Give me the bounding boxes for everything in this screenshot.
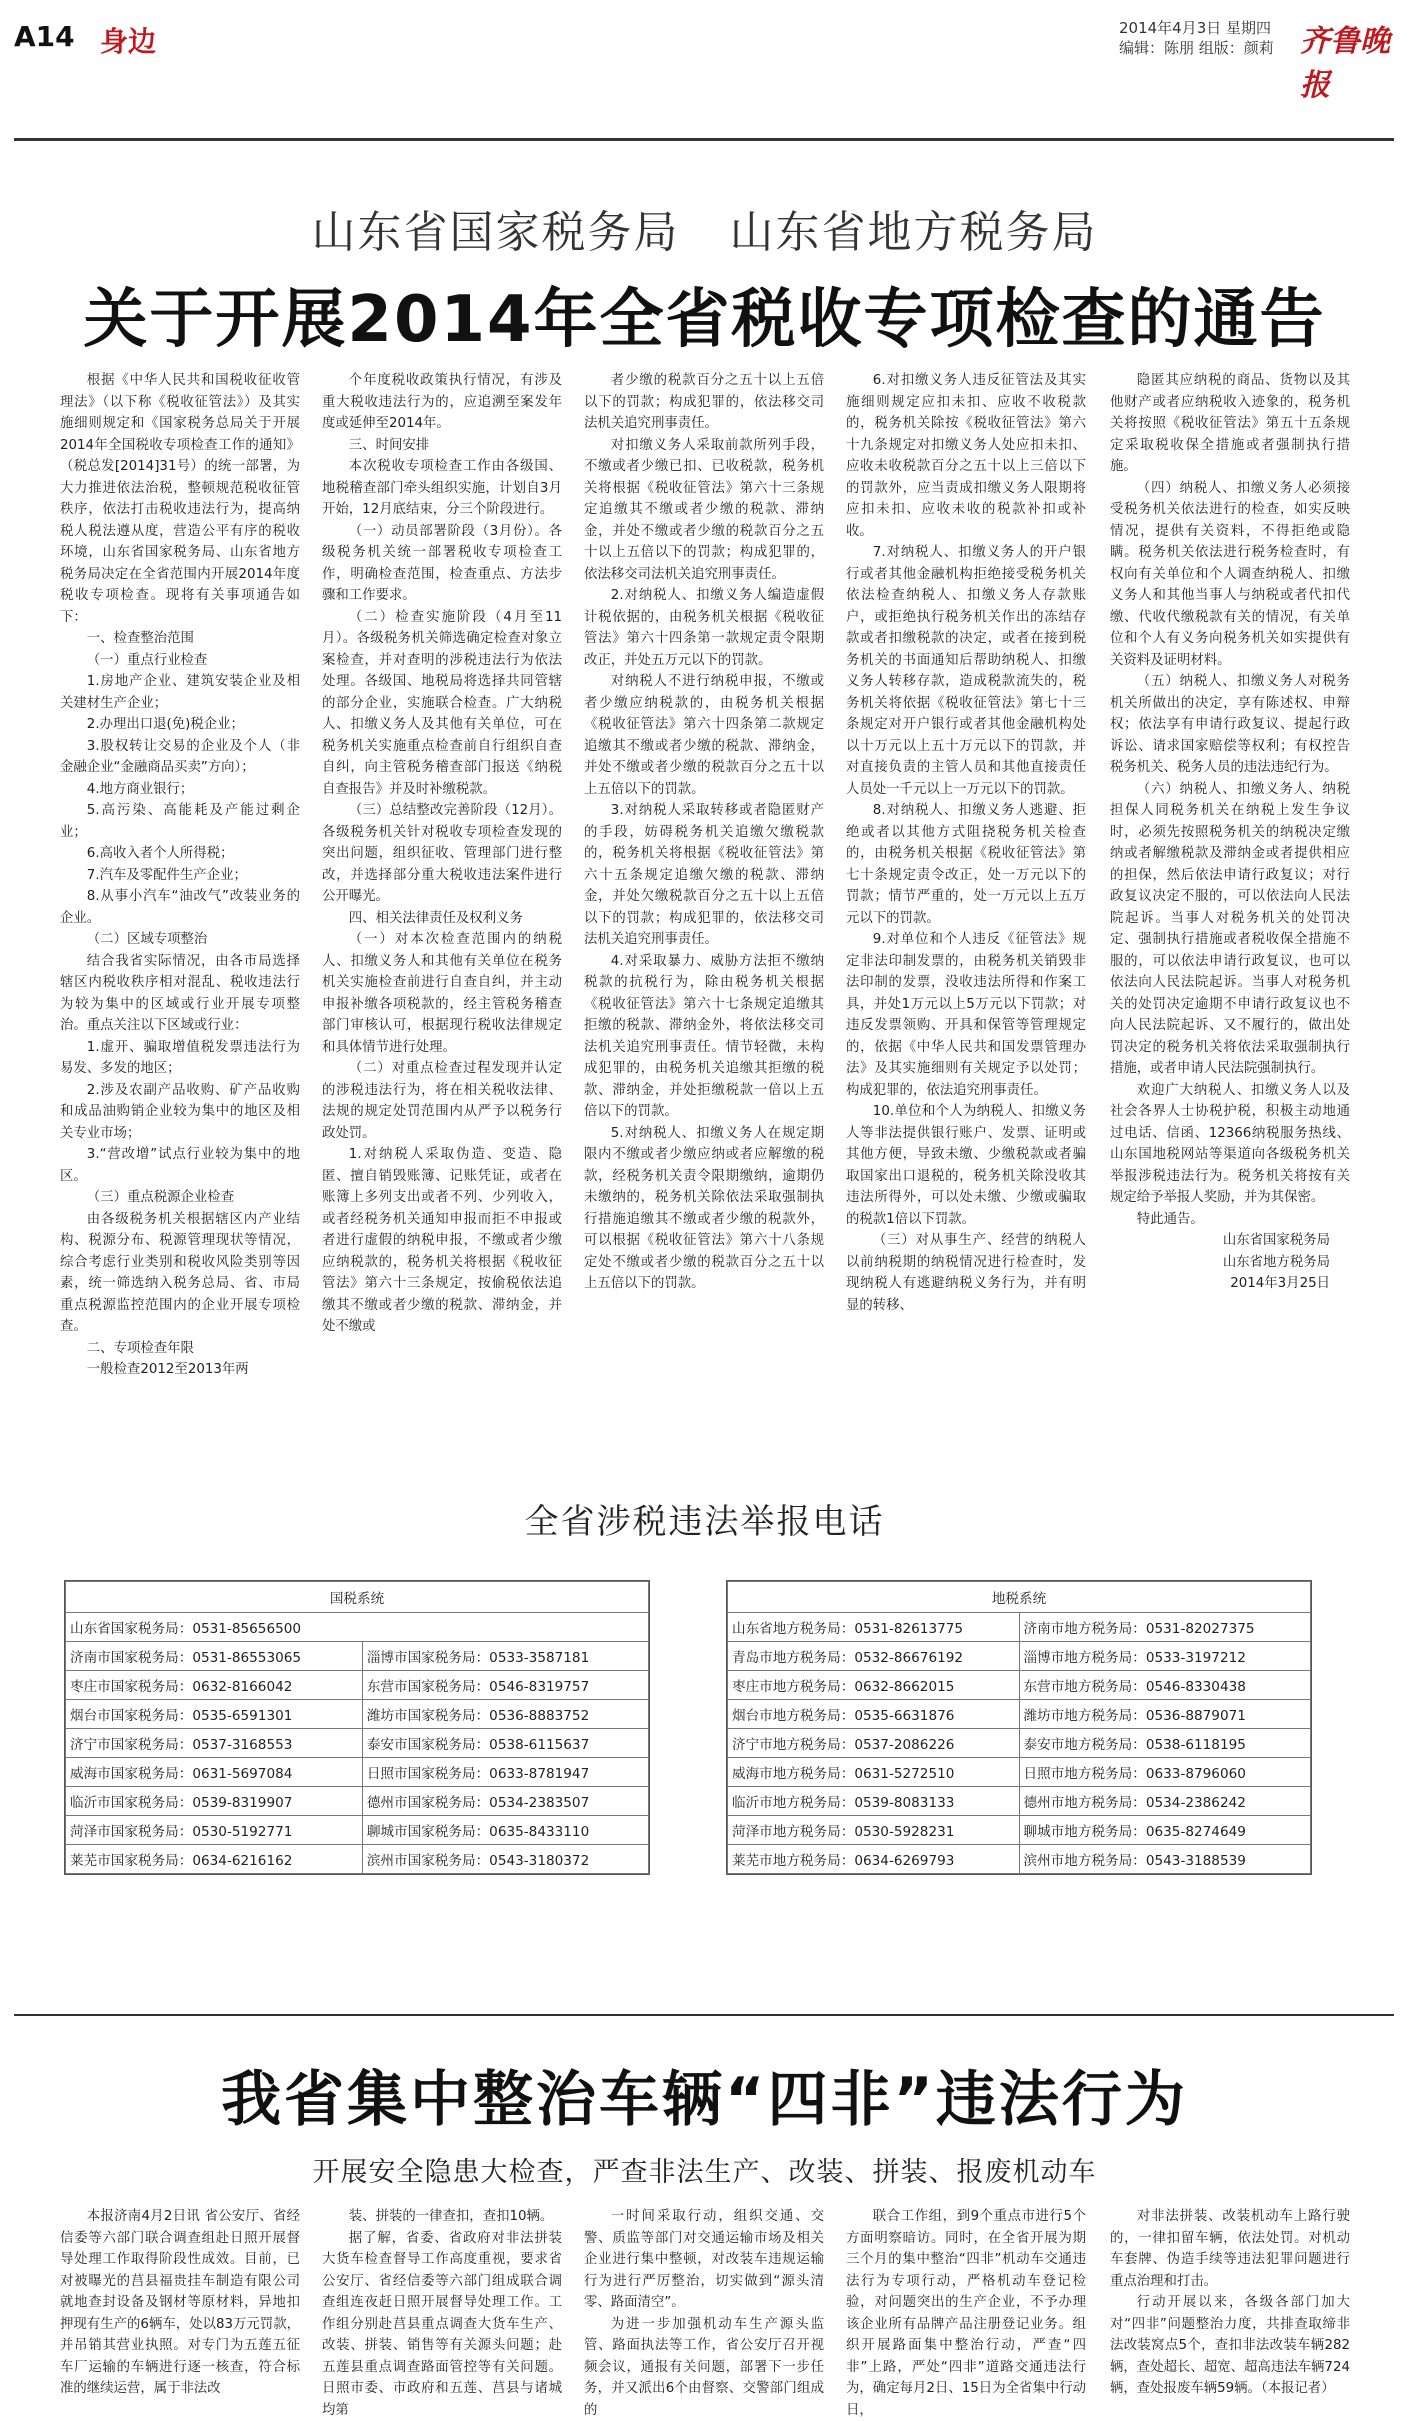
notice-paragraph: （一）重点行业检查 <box>60 650 300 672</box>
notice-paragraph: 2.办理出口退(免)税企业； <box>60 714 300 736</box>
notice-paragraph: 4.对采取暴力、威胁方法拒不缴纳税款的抗税行为，除由税务机关根据《税收征管法》第六十七条规定追缴其拒缴的税款、滞纳金外，将依法移交司法机关追究刑事责任。情节轻微，未构成犯罪的，由税务机关追缴其拒缴的税款、滞纳金，并处拒缴税款一倍以上五倍以下的罚款。 <box>584 951 824 1123</box>
notice-paragraph: 山东省国家税务局 <box>1110 1230 1350 1252</box>
notice-paragraph: （三）对从事生产、经营的纳税人以前纳税期的纳税情况进行检查时，发现纳税人有逃避纳税义务行为，并有明显的转移、 <box>846 1230 1086 1316</box>
notice-column-5 <box>1110 370 1350 1465</box>
hotline-entry: 枣庄市地方税务局：0632-8662015 <box>728 1671 1020 1700</box>
notice-paragraph: （二）检查实施阶段（4月至11月）。各级税务机关筛选确定检查对象立案检查，并对查明的涉税违法行为依法处理。各级国、地税局将选择共同管辖的部分企业，实施联合检查。广大纳税人、扣缴义务人及其他有关单位，可在税务机关实施重点检查前自行组织自查自纠，向主管税务稽查部门报送《纳税自查报告》并及时补缴税款。 <box>322 607 562 801</box>
page-header <box>14 14 1394 64</box>
notice-paragraph: 结合我省实际情况，由各市局选择辖区内税收秩序相对混乱、税收违法行为较为集中的区域或行业开展专项整治。重点关注以下区域或行业： <box>60 951 300 1037</box>
news-column-2 <box>322 2206 562 2376</box>
news-column-1 <box>60 2206 300 2376</box>
hotline-row <box>66 1845 649 1874</box>
hotline-entry: 济南市地方税务局：0531-82027375 <box>1019 1613 1311 1642</box>
notice-paragraph: 四、相关法律责任及权利义务 <box>322 908 562 930</box>
news-paragraph: 据了解，省委、省政府对非法拼装大货车检查督导工作高度重视，要求省公安厅、省经信委等六部门组成联合调查组连夜赶日照开展督导处理工作。工作组分别赴莒县重点调查大货车生产、改装、拼装、销售等有关源头问题；赴五莲县重点调查路面管控等有关问题。日照市委、市政府和五莲、莒县与诸城均第 <box>322 2228 562 2421</box>
hotline-entry: 德州市地方税务局：0534-2386242 <box>1019 1787 1311 1816</box>
notice-paragraph: 3.“营改增”试点行业较为集中的地区。 <box>60 1144 300 1187</box>
notice-column-4 <box>846 370 1086 1465</box>
hotline-entry: 枣庄市国家税务局：0632-8166042 <box>66 1671 363 1700</box>
notice-paragraph: 一般检查2012至2013年两 <box>60 1359 300 1381</box>
state-tax-provincial: 山东省国家税务局：0531-85656500 <box>66 1613 649 1642</box>
hotline-entry: 济宁市国家税务局：0537-3168553 <box>66 1729 363 1758</box>
notice-paragraph: 8.从事小汽车“油改气”改装业务的企业。 <box>60 886 300 929</box>
notice-paragraph: 6.高收入者个人所得税； <box>60 843 300 865</box>
newspaper-masthead: 齐鲁晚报 <box>1300 16 1394 104</box>
news-paragraph: 一时间采取行动，组织交通、交警、质监等部门对交通运输市场及相关企业进行集中整顿，对改装车违规运输行为进行严厉整治，切实做到“源头清零、路面清空”。 <box>584 2206 824 2314</box>
hotline-row <box>728 1700 1311 1729</box>
notice-paragraph: 2014年3月25日 <box>1110 1273 1350 1295</box>
notice-paragraph: （二）区域专项整治 <box>60 929 300 951</box>
notice-paragraph: 5.高污染、高能耗及产能过剩企业； <box>60 800 300 843</box>
notice-paragraph: 6.对扣缴义务人违反征管法及其实施细则规定应扣未扣、应收不收税款的，税务机关除按《税收征管法》第六十九条规定对扣缴义务人处应扣未扣、应收未收税款百分之五十以上三倍以下的罚款外，应当责成扣缴义务人限期将应扣未扣、应收未收的税款补扣或补收。 <box>846 370 1086 542</box>
page-number: A14 <box>14 20 75 53</box>
notice-paragraph: 对纳税人不进行纳税申报，不缴或者少缴应纳税款的，由税务机关根据《税收征管法》第六十四条第二款规定追缴其不缴或者少缴的税款、滞纳金，并处不缴或者少缴的税款百分之五十以上五倍以下的罚款。 <box>584 671 824 800</box>
notice-paragraph: 2.涉及农副产品收购、矿产品收购和成品油购销企业较为集中的地区及相关专业市场； <box>60 1080 300 1145</box>
hotline-row <box>66 1816 649 1845</box>
notice-paragraph: 1.虚开、骗取增值税发票违法行为易发、多发的地区； <box>60 1037 300 1080</box>
local-tax-hotlines <box>726 1580 1312 1875</box>
notice-paragraph: 3.对纳税人采取转移或者隐匿财产的手段，妨碍税务机关追缴欠缴税款的，税务机关将根据《税收征管法》第六十五条规定追缴欠缴的税款、滞纳金，并处欠缴税款百分之五十以上五倍以下的罚款；构成犯罪的，依法移交司法机关追究刑事责任。 <box>584 800 824 951</box>
hotline-row <box>728 1642 1311 1671</box>
notice-paragraph: 山东省地方税务局 <box>1110 1252 1350 1274</box>
hotline-entry: 菏泽市地方税务局：0530-5928231 <box>728 1816 1020 1845</box>
hotline-row <box>728 1816 1311 1845</box>
hotline-entry: 济宁市地方税务局：0537-2086226 <box>728 1729 1020 1758</box>
hotline-row <box>66 1671 649 1700</box>
hotline-row <box>66 1787 649 1816</box>
state-tax-hotlines <box>64 1580 650 1875</box>
issuer-state-tax: 山东省国家税务局 <box>312 207 680 258</box>
news-paragraph: 对非法拼装、改装机动车上路行驶的，一律扣留车辆，依法处罚。对机动车套牌、伪造手续等违法犯罪问题进行重点治理和打击。 <box>1110 2206 1350 2292</box>
section-name: 身边 <box>100 20 156 60</box>
hotline-entry: 临沂市国家税务局：0539-8319907 <box>66 1787 363 1816</box>
hotline-row <box>66 1700 649 1729</box>
state-tax-table <box>65 1581 649 1874</box>
editors: 编辑：陈朋 组版：颜莉 <box>1119 38 1274 58</box>
hotline-row <box>66 1729 649 1758</box>
hotline-row <box>728 1729 1311 1758</box>
notice-issuers <box>0 196 1409 260</box>
notice-paragraph: 7.对纳税人、扣缴义务人的开户银行或者其他金融机构拒绝接受税务机关依法检查纳税人、扣缴义务人存款账户，或拒绝执行税务机关作出的冻结存款或者扣缴税款的决定，或者在接到税务机关的书面通知后帮助纳税人、扣缴义务人转移存款，造成税款流失的，税务机关将依据《税收征管法》第七十三条规定对开户银行或者其他金融机构处以十万元以上五十万元以下的罚款，并对直接负责的主管人员和其他直接责任人员处一千元以上一万元以下的罚款。 <box>846 542 1086 800</box>
notice-paragraph: 欢迎广大纳税人、扣缴义务人以及社会各界人士协税护税，积极主动地通过电话、信函、12366纳税服务热线、山东国地税网站等渠道向各级税务机关举报涉税违法行为。税务机关将按有关规定给予举报人奖励，并为其保密。 <box>1110 1080 1350 1209</box>
news-paragraph: 行动开展以来，各级各部门加大对“四非”问题整治力度，共排查取缔非法改装窝点5个，查扣非法改装车辆282辆，查处超长、超宽、超高违法车辆724辆，查处报废车辆59辆。（本报记者） <box>1110 2292 1350 2400</box>
hotline-entry: 莱芜市国家税务局：0634-6216162 <box>66 1845 363 1874</box>
notice-paragraph: 由各级税务机关根据辖区内产业结构、税源分布、税源管理现状等情况，综合考虑行业类别和税收风险类别等因素，统一筛选纳入税务总局、省、市局重点税源监控范围内的企业开展专项检查。 <box>60 1209 300 1338</box>
notice-paragraph: （四）纳税人、扣缴义务人必须接受税务机关依法进行的检查，如实反映情况，提供有关资料，不得拒绝或隐瞒。税务机关依法进行税务检查时，有权向有关单位和个人调查纳税人、扣缴义务人和其他当事人与纳税或者代扣代缴、代收代缴税款有关的情况，有关单位和个人有义务向税务机关如实提供有关资料及证明材料。 <box>1110 478 1350 672</box>
hotline-entry: 莱芜市地方税务局：0634-6269793 <box>728 1845 1020 1874</box>
local-tax-table <box>727 1581 1311 1874</box>
hotline-entry: 日照市国家税务局：0633-8781947 <box>362 1758 648 1787</box>
hotline-entry: 威海市地方税务局：0631-5272510 <box>728 1758 1020 1787</box>
hotline-entry: 菏泽市国家税务局：0530-5192771 <box>66 1816 363 1845</box>
issuer-local-tax: 山东省地方税务局 <box>730 207 1098 258</box>
hotline-entry: 聊城市地方税务局：0635-8274649 <box>1019 1816 1311 1845</box>
notice-paragraph: 10.单位和个人为纳税人、扣缴义务人等非法提供银行账户、发票、证明或其他方便，导致未缴、少缴税款或者骗取国家出口退税的，税务机关除没收其违法所得外，可以处未缴、少缴或骗取的税款1倍以下罚款。 <box>846 1101 1086 1230</box>
notice-paragraph: 4.地方商业银行； <box>60 779 300 801</box>
hotline-entry: 泰安市地方税务局：0538-6118195 <box>1019 1729 1311 1758</box>
hotline-entry: 临沂市地方税务局：0539-8083133 <box>728 1787 1020 1816</box>
hotline-entry: 东营市国家税务局：0546-8319757 <box>362 1671 648 1700</box>
notice-column-1 <box>60 370 300 1465</box>
notice-paragraph: 7.汽车及零配件生产企业； <box>60 865 300 887</box>
notice-paragraph: 1.房地产企业、建筑安装企业及相关建材生产企业； <box>60 671 300 714</box>
news-paragraph: 联合工作组，到9个重点市进行5个方面明察暗访。同时，在全省开展为期三个月的集中整治“四非”机动车交通违法行为专项行动，严格机动车登记检验，对问题突出的生产企业，不予办理该企业所有品牌产品注册登记业务。组织开展路面集中整治行动，严查“四非”上路，严处“四非”道路交通违法行为，确定每月2日、15日为全省集中行动日， <box>846 2206 1086 2421</box>
notice-paragraph: 一、检查整治范围 <box>60 628 300 650</box>
hotline-entry: 淄博市地方税务局：0533-3197212 <box>1019 1642 1311 1671</box>
notice-column-3 <box>584 370 824 1465</box>
news-column-4 <box>846 2206 1086 2376</box>
notice-body <box>60 370 1350 1465</box>
notice-title: 关于开展2014年全省税收专项检查的通告 <box>0 268 1409 360</box>
state-tax-header: 国税系统 <box>66 1582 649 1613</box>
news-title: 我省集中整治车辆“四非”违法行为 <box>0 2052 1409 2138</box>
news-body <box>60 2206 1350 2376</box>
notice-paragraph: （三）重点税源企业检查 <box>60 1187 300 1209</box>
news-column-5 <box>1110 2206 1350 2376</box>
notice-paragraph: 9.对单位和个人违反《征管法》规定非法印制发票的，由税务机关销毁非法印制的发票，没收违法所得和作案工具，并处1万元以上5万元以下罚款；对违反发票领购、开具和保管等管理规定的，依据《中华人民共和国发票管理办法》及其实施细则有关规定予以处罚；构成犯罪的，依法追究刑事责任。 <box>846 929 1086 1101</box>
notice-paragraph: 个年度税收政策执行情况，有涉及重大税收违法行为的，应追溯至案发年度或延伸至2014年。 <box>322 370 562 435</box>
issue-meta <box>1119 18 1274 58</box>
notice-paragraph: （一）动员部署阶段（3月份）。各级税务机关统一部署税收专项检查工作，明确检查范围，检查重点、方法步骤和工作要求。 <box>322 521 562 607</box>
hotline-row <box>728 1787 1311 1816</box>
notice-paragraph: 1.对纳税人采取伪造、变造、隐匿、擅自销毁账簿、记账凭证，或者在账簿上多列支出或者不列、少列收入，或者经税务机关通知申报而拒不申报或者进行虚假的纳税申报，不缴或者少缴应纳税款的，税务机关将根据《税收征管法》第六十三条规定，按偷税依法追缴其不缴或者少缴的税款、滞纳金，并处不缴或 <box>322 1144 562 1338</box>
hotline-row <box>728 1671 1311 1700</box>
notice-paragraph: （五）纳税人、扣缴义务人对税务机关所做出的决定，享有陈述权、申辩权；依法享有申请行政复议、提起行政诉讼、请求国家赔偿等权利；有权控告税务机关、税务人员的违法违纪行为。 <box>1110 671 1350 779</box>
notice-paragraph: 对扣缴义务人采取前款所列手段，不缴或者少缴已扣、已收税款，税务机关将根据《税收征管法》第六十三条规定追缴其不缴或者少缴的税款、滞纳金，并处不缴或者少缴的税款百分之五十以上五倍以下的罚款；构成犯罪的，依法移交司法机关追究刑事责任。 <box>584 435 824 586</box>
notice-paragraph: 特此通告。 <box>1110 1209 1350 1231</box>
hotline-entry: 山东省地方税务局：0531-82613775 <box>728 1613 1020 1642</box>
issue-date: 2014年4月3日 星期四 <box>1119 18 1274 38</box>
hotline-row <box>66 1758 649 1787</box>
notice-paragraph: 3.股权转让交易的企业及个人（非金融企业“金融商品买卖”方向）； <box>60 736 300 779</box>
section-divider <box>14 2014 1394 2016</box>
news-paragraph: 为进一步加强机动车生产源头监管、路面执法等工作，省公安厅召开视频会议，通报有关问题，部署下一步任务，并又派出6个由督察、交警部门组成的 <box>584 2314 824 2421</box>
news-paragraph: 装、拼装的一律查扣，查扣10辆。 <box>322 2206 562 2228</box>
hotline-row <box>728 1845 1311 1874</box>
hotline-entry: 烟台市国家税务局：0535-6591301 <box>66 1700 363 1729</box>
notice-paragraph: （六）纳税人、扣缴义务人、纳税担保人同税务机关在纳税上发生争议时，必须先按照税务机关的纳税决定缴纳或者解缴税款及滞纳金或者提供相应的担保，然后依法申请行政复议；对行政复议决定不服的，可以依法向人民法院起诉。当事人对税务机关的处罚决定、强制执行措施或者税收保全措施不服的，可以依法申请行政复议，也可以依法向人民法院起诉。当事人对税务机关的处罚决定逾期不申请行政复议也不向人民法院起诉、又不履行的，做出处罚决定的税务机关将依法采取强制执行措施，或者申请人民法院强制执行。 <box>1110 779 1350 1080</box>
notice-paragraph: 5.对纳税人、扣缴义务人在规定期限内不缴或者少缴应纳或者应解缴的税款，经税务机关责令限期缴纳，逾期仍未缴纳的，税务机关除依法采取强制执行措施追缴其不缴或者少缴的税款外，可以根据《税收征管法》第六十八条规定处不缴或者少缴的税款百分之五十以上五倍以下的罚款。 <box>584 1123 824 1295</box>
notice-paragraph: （二）对重点检查过程发现并认定的涉税违法行为，将在相关税收法律、法规的规定处罚范围内从严予以税务行政处罚。 <box>322 1058 562 1144</box>
notice-paragraph: （三）总结整改完善阶段（12月）。各级税务机关针对税收专项检查发现的突出问题，组织征收、管理部门进行整改，并选择部分重大税收违法案件进行公开曝光。 <box>322 800 562 908</box>
hotline-entry: 烟台市地方税务局：0535-6631876 <box>728 1700 1020 1729</box>
local-tax-header: 地税系统 <box>728 1582 1311 1613</box>
notice-paragraph: 者少缴的税款百分之五十以上五倍以下的罚款；构成犯罪的，依法移交司法机关追究刑事责任。 <box>584 370 824 435</box>
hotline-entry: 泰安市国家税务局：0538-6115637 <box>362 1729 648 1758</box>
notice-paragraph: 隐匿其应纳税的商品、货物以及其他财产或者应纳税收入迹象的，税务机关将按照《税收征管法》第五十五条规定采取税收保全措施或者强制执行措施。 <box>1110 370 1350 478</box>
hotline-entry: 潍坊市国家税务局：0536-8883752 <box>362 1700 648 1729</box>
notice-paragraph: 根据《中华人民共和国税收征收管理法》（以下称《税收征管法》）及其实施细则规定和《国家税务总局关于开展2014年全国税收专项检查工作的通知》（税总发[2014]31号）的统一部署，为大力推进依法治税，整顿规范税收征管秩序，依法打击税收违法行为，提高纳税人税法遵从度，营造公平有序的税收环境，山东省国家税务局、山东省地方税务局决定在全省范围内开展2014年度税收专项检查。现将有关事项通告如下： <box>60 370 300 628</box>
hotline-entry: 威海市国家税务局：0631-5697084 <box>66 1758 363 1787</box>
hotline-entry: 日照市地方税务局：0633-8796060 <box>1019 1758 1311 1787</box>
notice-paragraph: 8.对纳税人、扣缴义务人逃避、拒绝或者以其他方式阻挠税务机关检查的，由税务机关根据《税收征管法》第七十条规定责令改正，处一万元以下的罚款；情节严重的，处一万元以上五万元以下的罚款。 <box>846 800 1086 929</box>
hotline-entry: 聊城市国家税务局：0635-8433110 <box>362 1816 648 1845</box>
hotline-title: 全省涉税违法举报电话 <box>0 1494 1409 1543</box>
hotline-row <box>728 1758 1311 1787</box>
notice-paragraph: 二、专项检查年限 <box>60 1338 300 1360</box>
notice-paragraph: 2.对纳税人、扣缴义务人编造虚假计税依据的，由税务机关根据《税收征管法》第六十四条第一款规定责令限期改正，并处五万元以下的罚款。 <box>584 585 824 671</box>
news-paragraph: 本报济南4月2日讯 省公安厅、省经信委等六部门联合调查组赴日照开展督导处理工作取得阶段性成效。目前，已对被曝光的莒县福贵挂车制造有限公司就地查封设备及钢材等原材料，异地扣押现有生产的6辆车，处以83万元罚款，并吊销其营业执照。对专门为五莲五征车厂运输的车辆进行逐一核查，符合标准的继续运营，属于非法改 <box>60 2206 300 2400</box>
news-column-3 <box>584 2206 824 2376</box>
notice-paragraph: 本次税收专项检查工作由各级国、地税稽查部门牵头组织实施，计划自3月开始，12月底结束，分三个阶段进行。 <box>322 456 562 521</box>
news-subtitle: 开展安全隐患大检查，严查非法生产、改装、拼装、报废机动车 <box>0 2150 1409 2189</box>
hotline-entry: 济南市国家税务局：0531-86553065 <box>66 1642 363 1671</box>
hotline-entry: 滨州市国家税务局：0543-3180372 <box>362 1845 648 1874</box>
hotline-entry: 青岛市地方税务局：0532-86676192 <box>728 1642 1020 1671</box>
hotline-entry: 德州市国家税务局：0534-2383507 <box>362 1787 648 1816</box>
hotline-entry: 滨州市地方税务局：0543-3188539 <box>1019 1845 1311 1874</box>
notice-column-2 <box>322 370 562 1465</box>
notice-paragraph: （一）对本次检查范围内的纳税人、扣缴义务人和其他有关单位在税务机关实施检查前进行自查自纠，并主动申报补缴各项税款的，经主管税务稽查部门审核认可，根据现行税收法律规定和具体情节进行处理。 <box>322 929 562 1058</box>
hotline-entry: 东营市地方税务局：0546-8330438 <box>1019 1671 1311 1700</box>
header-rule <box>14 138 1394 141</box>
notice-paragraph: 三、时间安排 <box>322 435 562 457</box>
hotline-entry: 淄博市国家税务局：0533-3587181 <box>362 1642 648 1671</box>
hotline-row <box>66 1642 649 1671</box>
hotline-row <box>728 1613 1311 1642</box>
hotline-entry: 潍坊市地方税务局：0536-8879071 <box>1019 1700 1311 1729</box>
